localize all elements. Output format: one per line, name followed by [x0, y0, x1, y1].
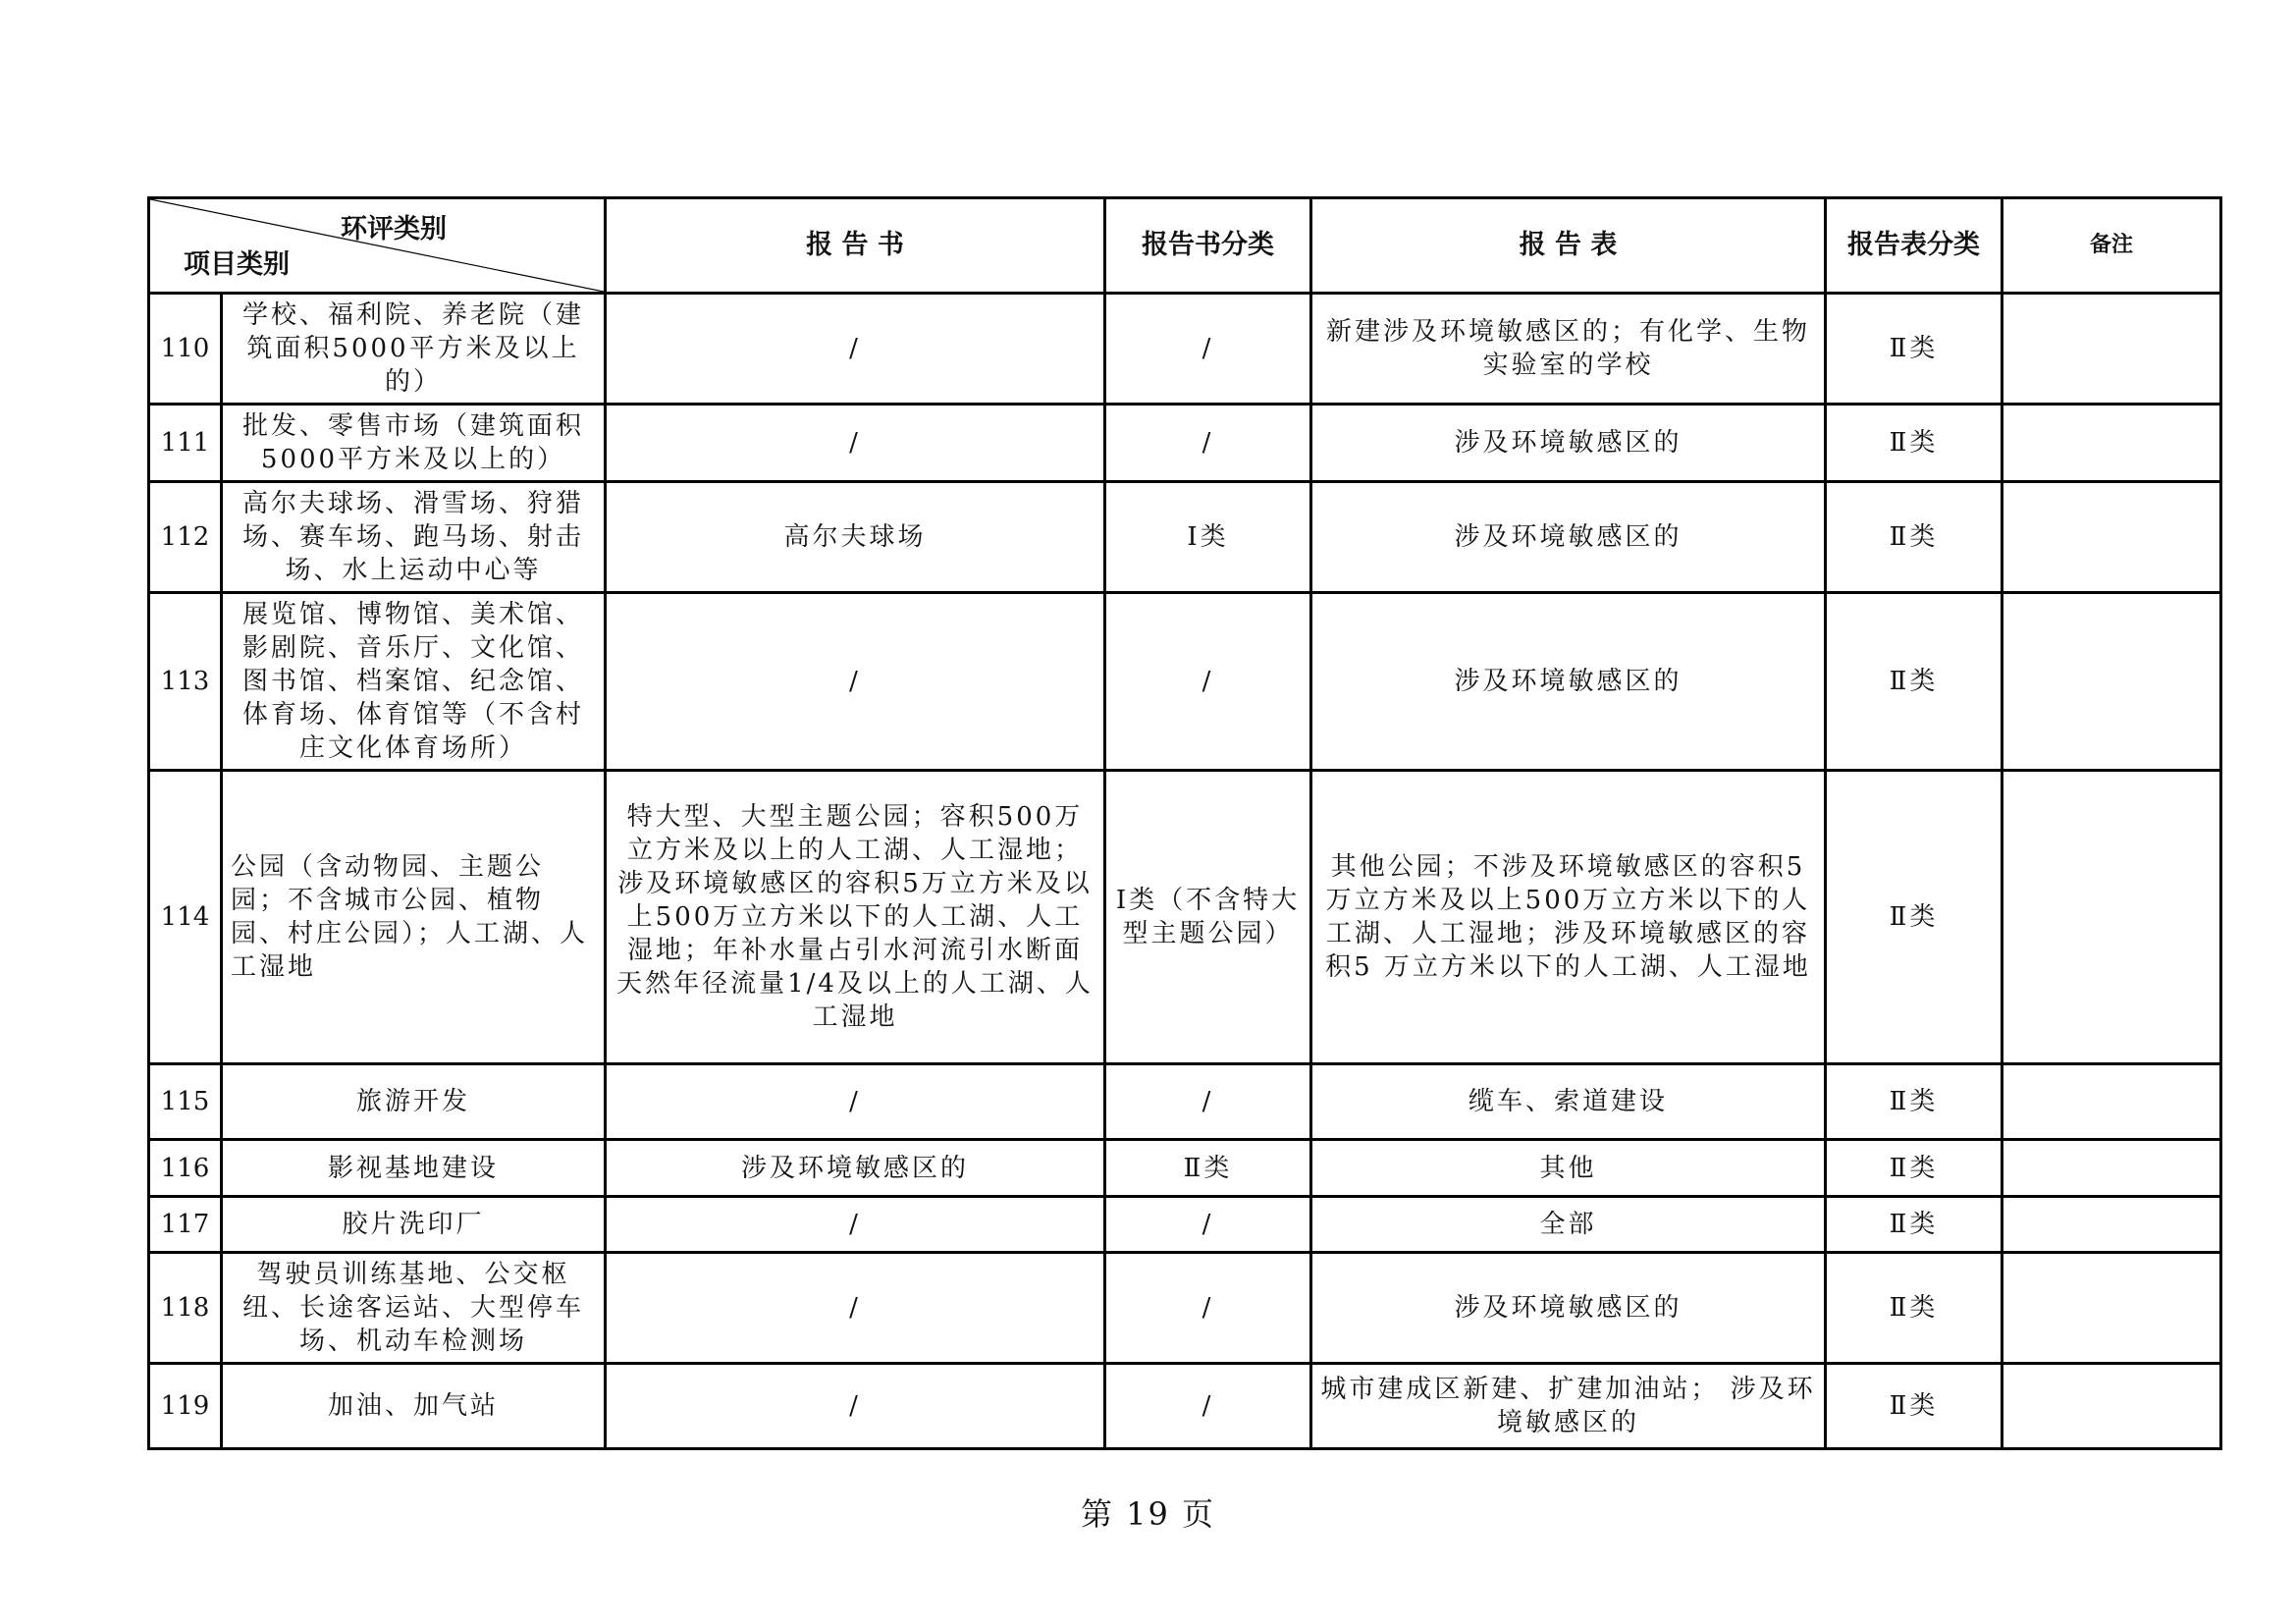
table-row	[149, 1197, 2221, 1253]
project-cell: 旅游开发	[222, 1064, 606, 1140]
project-cell: 学校、福利院、养老院（建筑面积5000平方米及以上的）	[222, 294, 606, 405]
table-row	[149, 1140, 2221, 1197]
report-book-cell: /	[606, 294, 1105, 405]
remark-cell	[2002, 1197, 2221, 1253]
remark-cell	[2002, 1064, 2221, 1140]
report-book-class-cell: Ⅱ类	[1105, 1140, 1311, 1197]
project-category-label: 项目类别	[184, 249, 290, 280]
row-number: 117	[149, 1197, 222, 1253]
project-cell: 影视基地建设	[222, 1140, 606, 1197]
page-number: 第 19 页	[1080, 1495, 1216, 1533]
table-row	[149, 405, 2221, 482]
project-cell: 高尔夫球场、滑雪场、狩猎场、赛车场、跑马场、射击场、水上运动中心等	[222, 482, 606, 593]
report-form-cell: 涉及环境敏感区的	[1311, 405, 1826, 482]
report-book-cell: /	[606, 1197, 1105, 1253]
project-cell: 驾驶员训练基地、公交枢纽、长途客运站、大型停车场、机动车检测场	[222, 1253, 606, 1364]
project-cell: 胶片洗印厂	[222, 1197, 606, 1253]
report-book-cell: 特大型、大型主题公园；容积500万立方米及以上的人工湖、人工湿地；涉及环境敏感区的容积5万立方米及以上500万立方米以下的人工湖、人工湿地；年补水量占引水河流引水断面天然年径流量1/4及以上的人工湖、人工湿地	[606, 771, 1105, 1064]
row-number: 118	[149, 1253, 222, 1364]
table-row	[149, 1064, 2221, 1140]
report-book-class-cell: /	[1105, 1064, 1311, 1140]
report-book-cell: /	[606, 1064, 1105, 1140]
row-number: 115	[149, 1064, 222, 1140]
report-form-class-cell: Ⅱ类	[1826, 1253, 2002, 1364]
report-form-cell: 涉及环境敏感区的	[1311, 1253, 1826, 1364]
row-number: 111	[149, 405, 222, 482]
report-form-class-cell: Ⅱ类	[1826, 593, 2002, 771]
remark-cell	[2002, 294, 2221, 405]
report-book-class-cell: /	[1105, 405, 1311, 482]
report-form-cell: 缆车、索道建设	[1311, 1064, 1826, 1140]
report-form-class-cell: Ⅱ类	[1826, 1364, 2002, 1449]
report-book-class-cell: /	[1105, 593, 1311, 771]
report-book-header: 报 告 书	[606, 198, 1105, 294]
report-form-cell: 城市建成区新建、扩建加油站； 涉及环境敏感区的	[1311, 1364, 1826, 1449]
project-cell: 公园（含动物园、主题公园；不含城市公园、植物园、村庄公园）；人工湖、人工湿地	[222, 771, 606, 1064]
table-row	[149, 593, 2221, 771]
table-row	[149, 771, 2221, 1064]
row-number: 114	[149, 771, 222, 1064]
report-book-class-header: 报告书分类	[1105, 198, 1311, 294]
report-form-class-cell: Ⅱ类	[1826, 771, 2002, 1064]
row-number: 119	[149, 1364, 222, 1449]
report-form-header: 报 告 表	[1311, 198, 1826, 294]
diagonal-header-cell	[149, 198, 606, 294]
report-book-class-cell: /	[1105, 1253, 1311, 1364]
report-book-cell: /	[606, 405, 1105, 482]
table-header-row	[149, 198, 2221, 294]
table-row	[149, 294, 2221, 405]
report-form-cell: 新建涉及环境敏感区的；有化学、生物实验室的学校	[1311, 294, 1826, 405]
row-number: 116	[149, 1140, 222, 1197]
report-form-class-cell: Ⅱ类	[1826, 405, 2002, 482]
report-form-cell: 其他公园；不涉及环境敏感区的容积5万立方米及以上500万立方米以下的人工湖、人工湿地；涉及环境敏感区的容积5 万立方米以下的人工湖、人工湿地	[1311, 771, 1826, 1064]
remark-cell	[2002, 771, 2221, 1064]
report-book-class-cell: /	[1105, 1364, 1311, 1449]
classification-table	[147, 196, 2222, 1450]
report-form-cell: 全部	[1311, 1197, 1826, 1253]
remark-cell	[2002, 482, 2221, 593]
remark-cell	[2002, 1140, 2221, 1197]
row-number: 112	[149, 482, 222, 593]
report-form-class-cell: Ⅱ类	[1826, 1197, 2002, 1253]
remark-cell	[2002, 1253, 2221, 1364]
table-row	[149, 482, 2221, 593]
remark-cell	[2002, 405, 2221, 482]
report-form-class-cell: Ⅱ类	[1826, 1140, 2002, 1197]
report-book-cell: /	[606, 1253, 1105, 1364]
remark-cell	[2002, 593, 2221, 771]
report-book-cell: /	[606, 1364, 1105, 1449]
report-form-class-header: 报告表分类	[1826, 198, 2002, 294]
report-form-class-cell: Ⅱ类	[1826, 482, 2002, 593]
report-book-cell: 涉及环境敏感区的	[606, 1140, 1105, 1197]
report-book-class-cell: Ⅰ类	[1105, 482, 1311, 593]
project-cell: 批发、零售市场（建筑面积5000平方米及以上的）	[222, 405, 606, 482]
project-cell: 展览馆、博物馆、美术馆、影剧院、音乐厅、文化馆、图书馆、档案馆、纪念馆、体育场、体育馆等（不含村庄文化体育场所）	[222, 593, 606, 771]
report-book-cell: 高尔夫球场	[606, 482, 1105, 593]
report-book-class-cell: Ⅰ类（不含特大型主题公园）	[1105, 771, 1311, 1064]
remark-cell	[2002, 1364, 2221, 1449]
report-form-cell: 涉及环境敏感区的	[1311, 482, 1826, 593]
env-category-label: 环评类别	[341, 214, 447, 244]
report-form-cell: 其他	[1311, 1140, 1826, 1197]
table-row	[149, 1253, 2221, 1364]
report-form-class-cell: Ⅱ类	[1826, 294, 2002, 405]
report-book-class-cell: /	[1105, 294, 1311, 405]
report-book-class-cell: /	[1105, 1197, 1311, 1253]
report-form-class-cell: Ⅱ类	[1826, 1064, 2002, 1140]
report-book-cell: /	[606, 593, 1105, 771]
project-cell: 加油、加气站	[222, 1364, 606, 1449]
report-form-cell: 涉及环境敏感区的	[1311, 593, 1826, 771]
remarks-header: 备注	[2002, 198, 2221, 294]
row-number: 113	[149, 593, 222, 771]
row-number: 110	[149, 294, 222, 405]
table-row	[149, 1364, 2221, 1449]
